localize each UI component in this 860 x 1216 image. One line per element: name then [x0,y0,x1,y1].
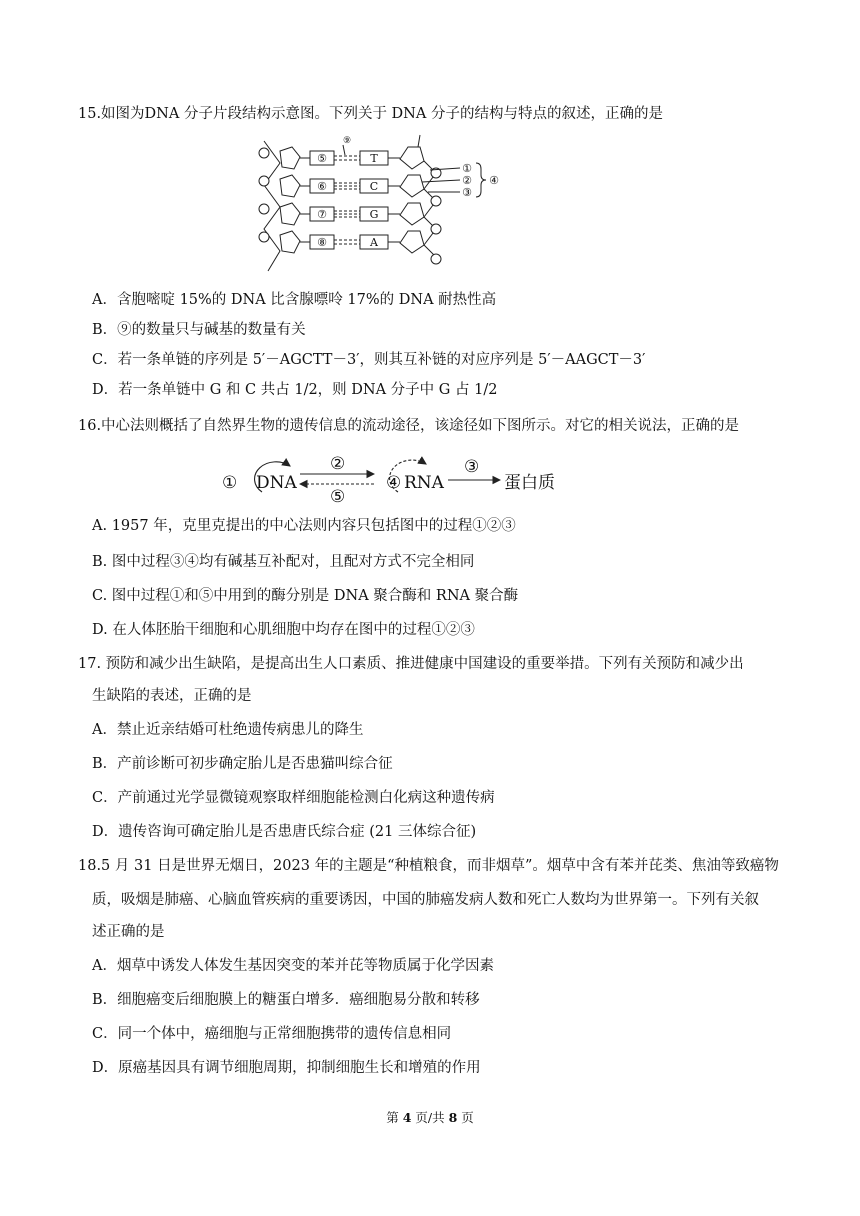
q16-option-b: B. 图中过程③④均有碱基互补配对，且配对方式不完全相同 [92,554,475,570]
q15-option-c: C．若一条单链的序列是 5′－AGCTT－3′，则其互补链的对应序列是 5′－AAGCT－3′ [92,352,646,368]
q17-option-c: C．产前通过光学显微镜观察取样细胞能检测白化病这种遗传病 [92,790,495,806]
box-label-6: ⑥ [317,180,327,193]
q15-stem: 15.如图为DNA 分子片段结构示意图。下列关于 DNA 分子的结构与特点的叙述，正确的是 [78,106,663,122]
current-page-number: 4 [402,1110,412,1125]
q16-option-d: D. 在人体胚胎干细胞和心肌细胞中均存在图中的过程①②③ [92,622,475,638]
page-footer [0,1108,860,1126]
footer-prefix: 第 [386,1110,403,1125]
q17-option-b: B．产前诊断可初步确定胎儿是否患猫叫综合征 [92,756,393,772]
central-dogma-figure [218,452,564,504]
q18-option-b: B．细胞癌变后细胞膜上的糖蛋白增多．癌细胞易分散和转移 [92,992,480,1008]
q15-option-d: D．若一条单链中 G 和 C 共占 1/2，则 DNA 分子中 G 占 1/2 [92,382,498,398]
base-t: T [370,152,378,165]
rna-label: RNA [404,473,444,493]
base-c: C [369,180,379,193]
q16-option-a: A. 1957 年，克里克提出的中心法则内容只包括图中的过程①②③ [92,518,516,534]
box-label-8: ⑧ [317,236,327,249]
process-1-label: ① [222,473,238,493]
q17-stem-line2: 生缺陷的表述，正确的是 [92,688,252,704]
q16-option-c: C. 图中过程①和⑤中用到的酶分别是 DNA 聚合酶和 RNA 聚合酶 [92,588,519,604]
box-label-7: ⑦ [317,208,327,221]
process-4-label: ④ [386,473,402,493]
dna-structure-figure [250,133,510,273]
box-label-5: ⑤ [317,152,327,165]
marker-3: ③ [462,186,472,199]
marker-2: ② [462,174,472,187]
marker-1: ① [462,162,472,175]
q18-option-c: C．同一个体中，癌细胞与正常细胞携带的遗传信息相同 [92,1026,452,1042]
dna-label: DNA [256,473,297,493]
footer-separator: 页/共 [411,1110,449,1125]
q18-option-a: A．烟草中诱发人体发生基因突变的苯并芘等物质属于化学因素 [92,958,494,974]
base-g: G [369,208,379,221]
q18-stem-line1: 18.5 月 31 日是世界无烟日，2023 年的主题是“种植粮食，而非烟草”。烟草中含有苯并芘类、焦油等致癌物 [78,858,779,874]
q17-stem-line1: 17. 预防和减少出生缺陷，是提高出生人口素质、推进健康中国建设的重要举措。下列有关预防和减少出 [78,656,744,672]
q17-option-d: D．遗传咨询可确定胎儿是否患唐氏综合症 (21 三体综合征) [92,824,477,840]
total-pages: 8 [448,1110,458,1125]
q18-option-d: D．原癌基因具有调节细胞周期，抑制细胞生长和增殖的作用 [92,1060,481,1076]
q15-option-b: B．⑨的数量只与碱基的数量有关 [92,322,306,338]
protein-label: 蛋白质 [504,473,555,493]
q18-stem-line3: 述正确的是 [92,924,165,940]
q17-option-a: A．禁止近亲结婚可杜绝遗传病患儿的降生 [92,722,364,738]
process-2-label: ② [330,454,346,474]
q18-stem-line2: 质，吸烟是肺癌、心脑血管疾病的重要诱因，中国的肺癌发病人数和死亡人数均为世界第一。下列有关叙 [92,892,759,908]
base-a: A [370,236,378,249]
marker-9: ⑨ [342,136,352,146]
footer-suffix: 页 [457,1110,474,1125]
marker-4: ④ [489,174,499,187]
q16-stem: 16.中心法则概括了自然界生物的遗传信息的流动途径，该途径如下图所示。对它的相关说法，正确的是 [78,418,740,434]
q15-option-a: A．含胞嘧啶 15%的 DNA 比含腺嘌呤 17%的 DNA 耐热性高 [92,292,497,308]
process-3-label: ③ [464,457,480,477]
process-5-label: ⑤ [330,487,346,504]
